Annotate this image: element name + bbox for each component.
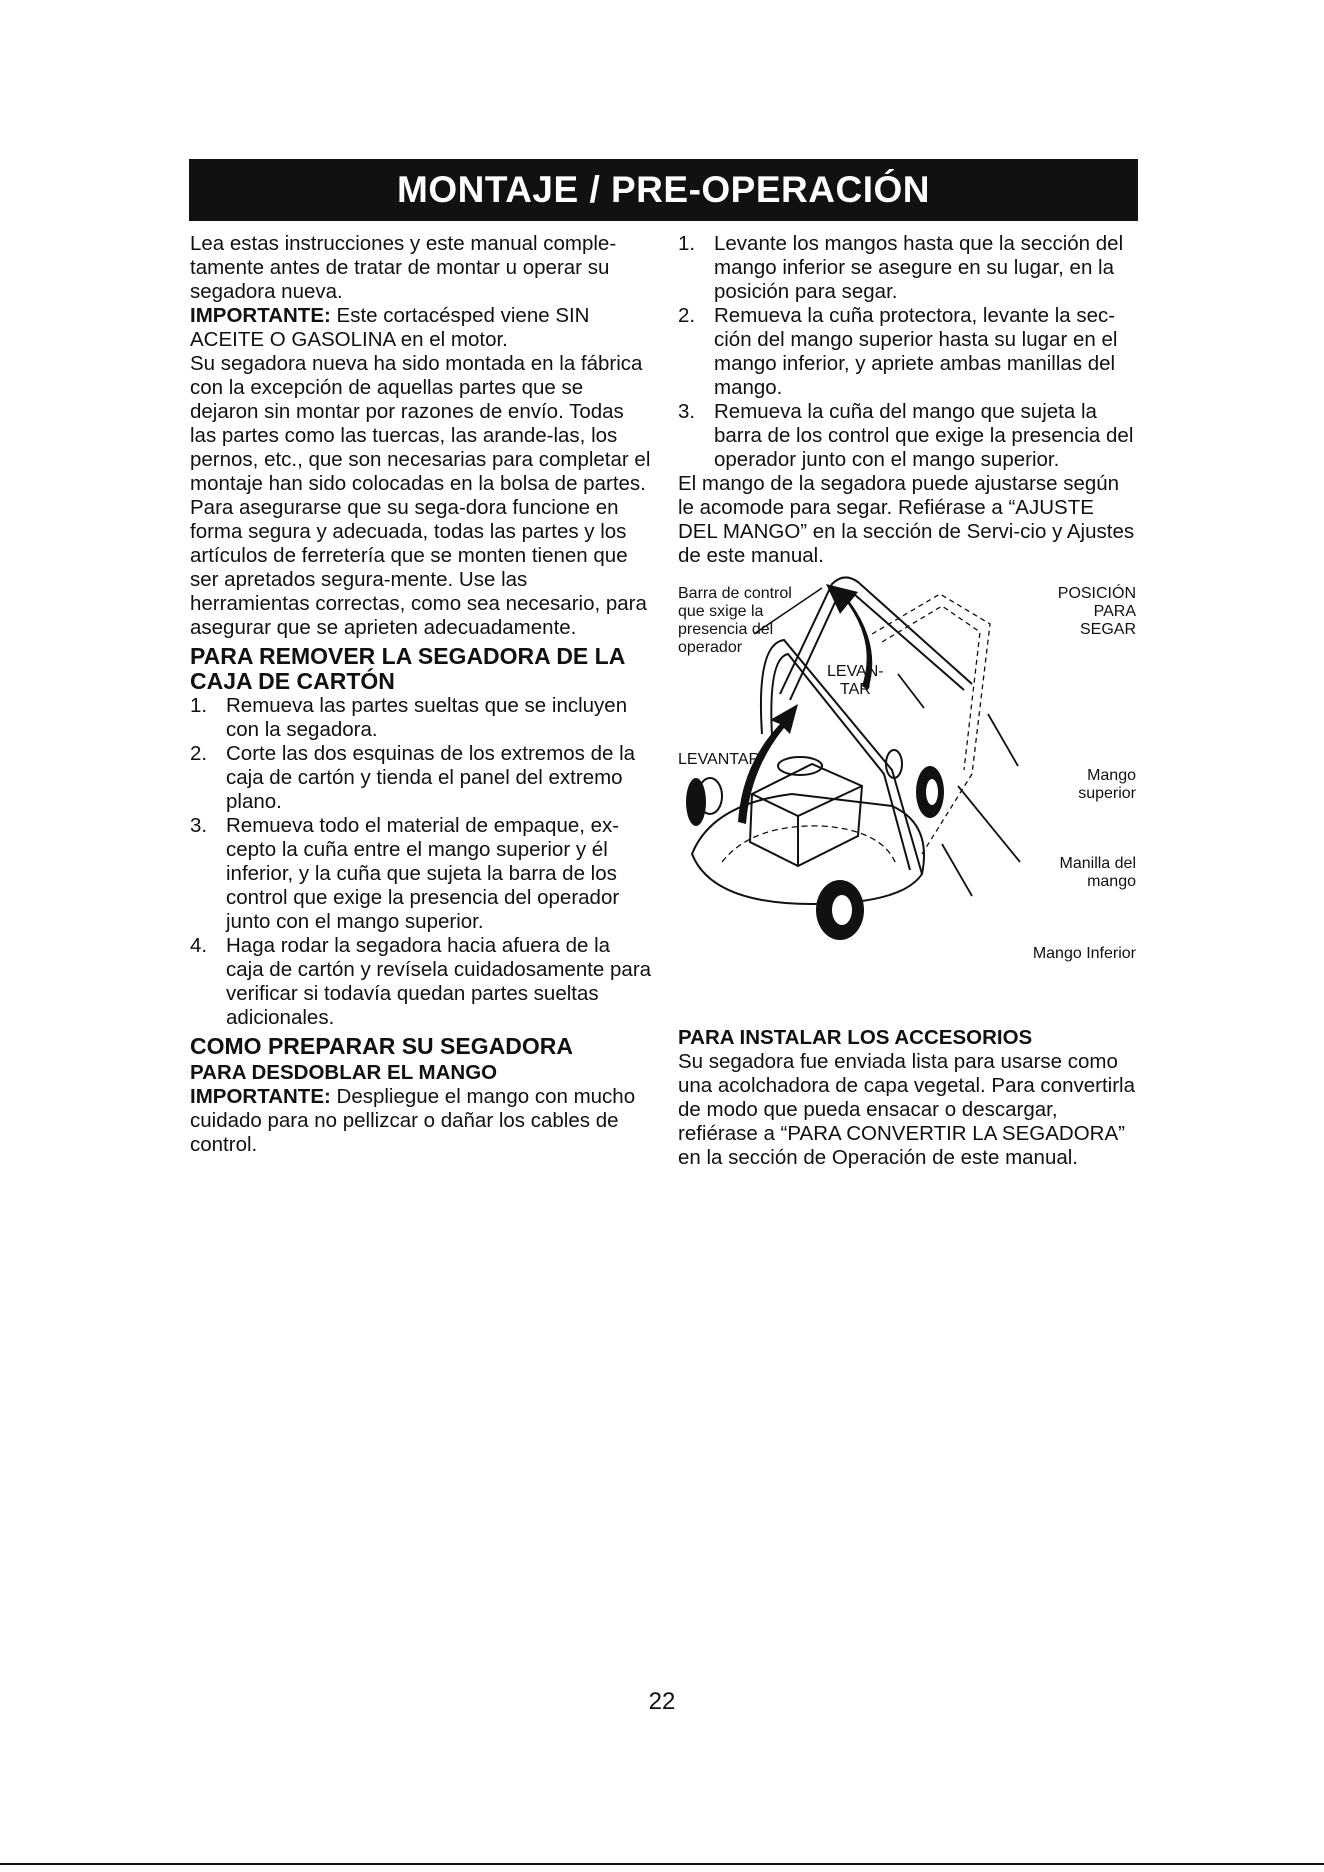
list-item: [190, 742, 652, 814]
label-upper-handle: Mango: [1087, 767, 1136, 784]
deck-dashed-outline: [722, 826, 896, 864]
wheel-hub: [926, 779, 938, 805]
label-control-bar: operador: [678, 639, 743, 656]
list-item: [678, 400, 1138, 472]
step-text: Corte las dos esquinas de los extremos de la caja de cartón y tienda el panel del extremo plano.: [226, 742, 636, 813]
step-text: Remueva la cuña protectora, levante la sec-ción del mango superior hasta su lugar en el mango inferior, y apriete ambas manillas del mango.: [714, 304, 1118, 399]
label-control-bar: que sxige la: [678, 603, 764, 620]
page-number: 22: [648, 1688, 676, 1715]
assembly-paragraph: Su segadora nueva ha sido montada en la fábrica con la excepción de aquellas partes que se dejaron sin montar por razones de envío. Todas las partes como las tuercas, las arande-las, los pernos, etc., que son necesarias para completar el montaje han sido colocadas en la bolsa de partes. Para asegurarse que su sega-dora funcione en forma segura y adecuada, todas las partes y los artículos de ferretería que se monten tienen que ser apretados segura-mente. Use las herramientas correctas, como sea necesario, para asegurar que se aprieten adecuadamente.: [190, 352, 651, 639]
label-lower-handle: Mango Inferior: [1032, 945, 1136, 962]
label-lift-top: TAR: [840, 681, 871, 698]
intro-paragraph: Lea estas instrucciones y este manual comple-tamente antes de tratar de montar u operar su segadora nueva.: [190, 232, 617, 303]
important-label: IMPORTANTE:: [190, 1085, 331, 1108]
heading-prepare-mower: COMO PREPARAR SU SEGADORA: [190, 1033, 573, 1059]
step-text: Levante los mangos hasta que la sección del mango inferior se asegure en su lugar, en la posición para segar.: [714, 232, 1124, 303]
leader-line: [988, 714, 1018, 766]
step-number: 1.: [190, 694, 208, 717]
step-text: Remueva todo el material de empaque, ex-cepto la cuña entre el mango superior y él inferior, y la cuña que sujeta la barra de los control que exige la presencia del operador junto con el mango superior.: [226, 814, 620, 933]
adjust-handle-paragraph: El mango de la segadora puede ajustarse según le acomode para segar. Refiérase a “AJUSTE DEL MANGO” en la sección de Servi-cio y Ajustes de este manual.: [678, 472, 1135, 567]
heading-remove-from-carton: PARA REMOVER LA SEGADORA DE LA CAJA DE CARTÓN: [190, 643, 625, 694]
unfold-steps-list: [678, 232, 1138, 472]
label-mowing-position: PARA: [1093, 603, 1136, 620]
label-handle-knob: Manilla del: [1059, 855, 1136, 872]
label-handle-knob: mango: [1087, 873, 1136, 890]
step-number: 2.: [678, 304, 696, 327]
remove-steps-list: [190, 694, 652, 1030]
label-upper-handle: superior: [1078, 785, 1136, 802]
important-note-oil: [190, 304, 652, 352]
important-text: Este cortacésped viene SIN ACEITE O GASOLINA en el motor.: [190, 304, 590, 351]
label-control-bar: presencia del: [678, 621, 774, 638]
step-number: 3.: [678, 400, 696, 423]
leader-line: [958, 786, 1020, 862]
list-item: [190, 934, 652, 1030]
mower-handle-diagram: [672, 574, 1144, 1010]
label-lift-left: LEVANTAR: [678, 751, 761, 768]
label-lift-top: LEVAN-: [827, 663, 884, 680]
step-number: 1.: [678, 232, 696, 255]
bottom-rule: [0, 1863, 1324, 1865]
step-text: Remueva la cuña del mango que sujeta la barra de los control que exige la presencia del operador junto con el mango superior.: [714, 400, 1134, 471]
left-column: [190, 232, 652, 1157]
label-control-bar: Barra de control: [678, 585, 792, 602]
step-number: 2.: [190, 742, 208, 765]
page-title: MONTAJE / PRE-OPERACIÓN: [397, 169, 930, 210]
important-label: IMPORTANTE:: [190, 304, 331, 327]
wheel-hub: [832, 895, 852, 925]
front-wheel-far: [686, 778, 706, 826]
label-mowing-position: POSICIÓN: [1057, 585, 1136, 602]
right-column: [678, 232, 1138, 568]
accessories-section: [678, 1024, 1138, 1170]
leader-line: [898, 674, 924, 708]
list-item: [678, 232, 1138, 304]
mower-engine: [750, 764, 862, 866]
leader-line: [942, 844, 972, 896]
step-text: Haga rodar la segadora hacia afuera de la caja de cartón y revísela cuidadosamente para verificar si todavía quedan partes sueltas adicionales.: [226, 934, 652, 1029]
list-item: [678, 304, 1138, 400]
important-note-handle: [190, 1085, 652, 1157]
important-text: Despliegue el mango con mucho cuidado para no pellizcar o dañar los cables de control.: [190, 1085, 636, 1156]
subheading-unfold-handle: PARA DESDOBLAR EL MANGO: [190, 1061, 498, 1084]
label-mowing-position: SEGAR: [1079, 621, 1136, 638]
heading-install-accessories: PARA INSTALAR LOS ACCESORIOS: [678, 1026, 1033, 1049]
step-number: 3.: [190, 814, 208, 837]
step-text: Remueva las partes sueltas que se incluyen con la segadora.: [226, 694, 628, 741]
list-item: [190, 694, 652, 742]
step-number: 4.: [190, 934, 208, 957]
accessories-paragraph: Su segadora fue enviada lista para usarse como una acolchadora de capa vegetal. Para convertirla de modo que pueda ensacar o descargar, refiérase a “PARA CONVERTIR LA SEGADORA” en la sección de Operación de este manual.: [678, 1050, 1135, 1169]
list-item: [190, 814, 652, 934]
section-banner: [189, 159, 1138, 221]
